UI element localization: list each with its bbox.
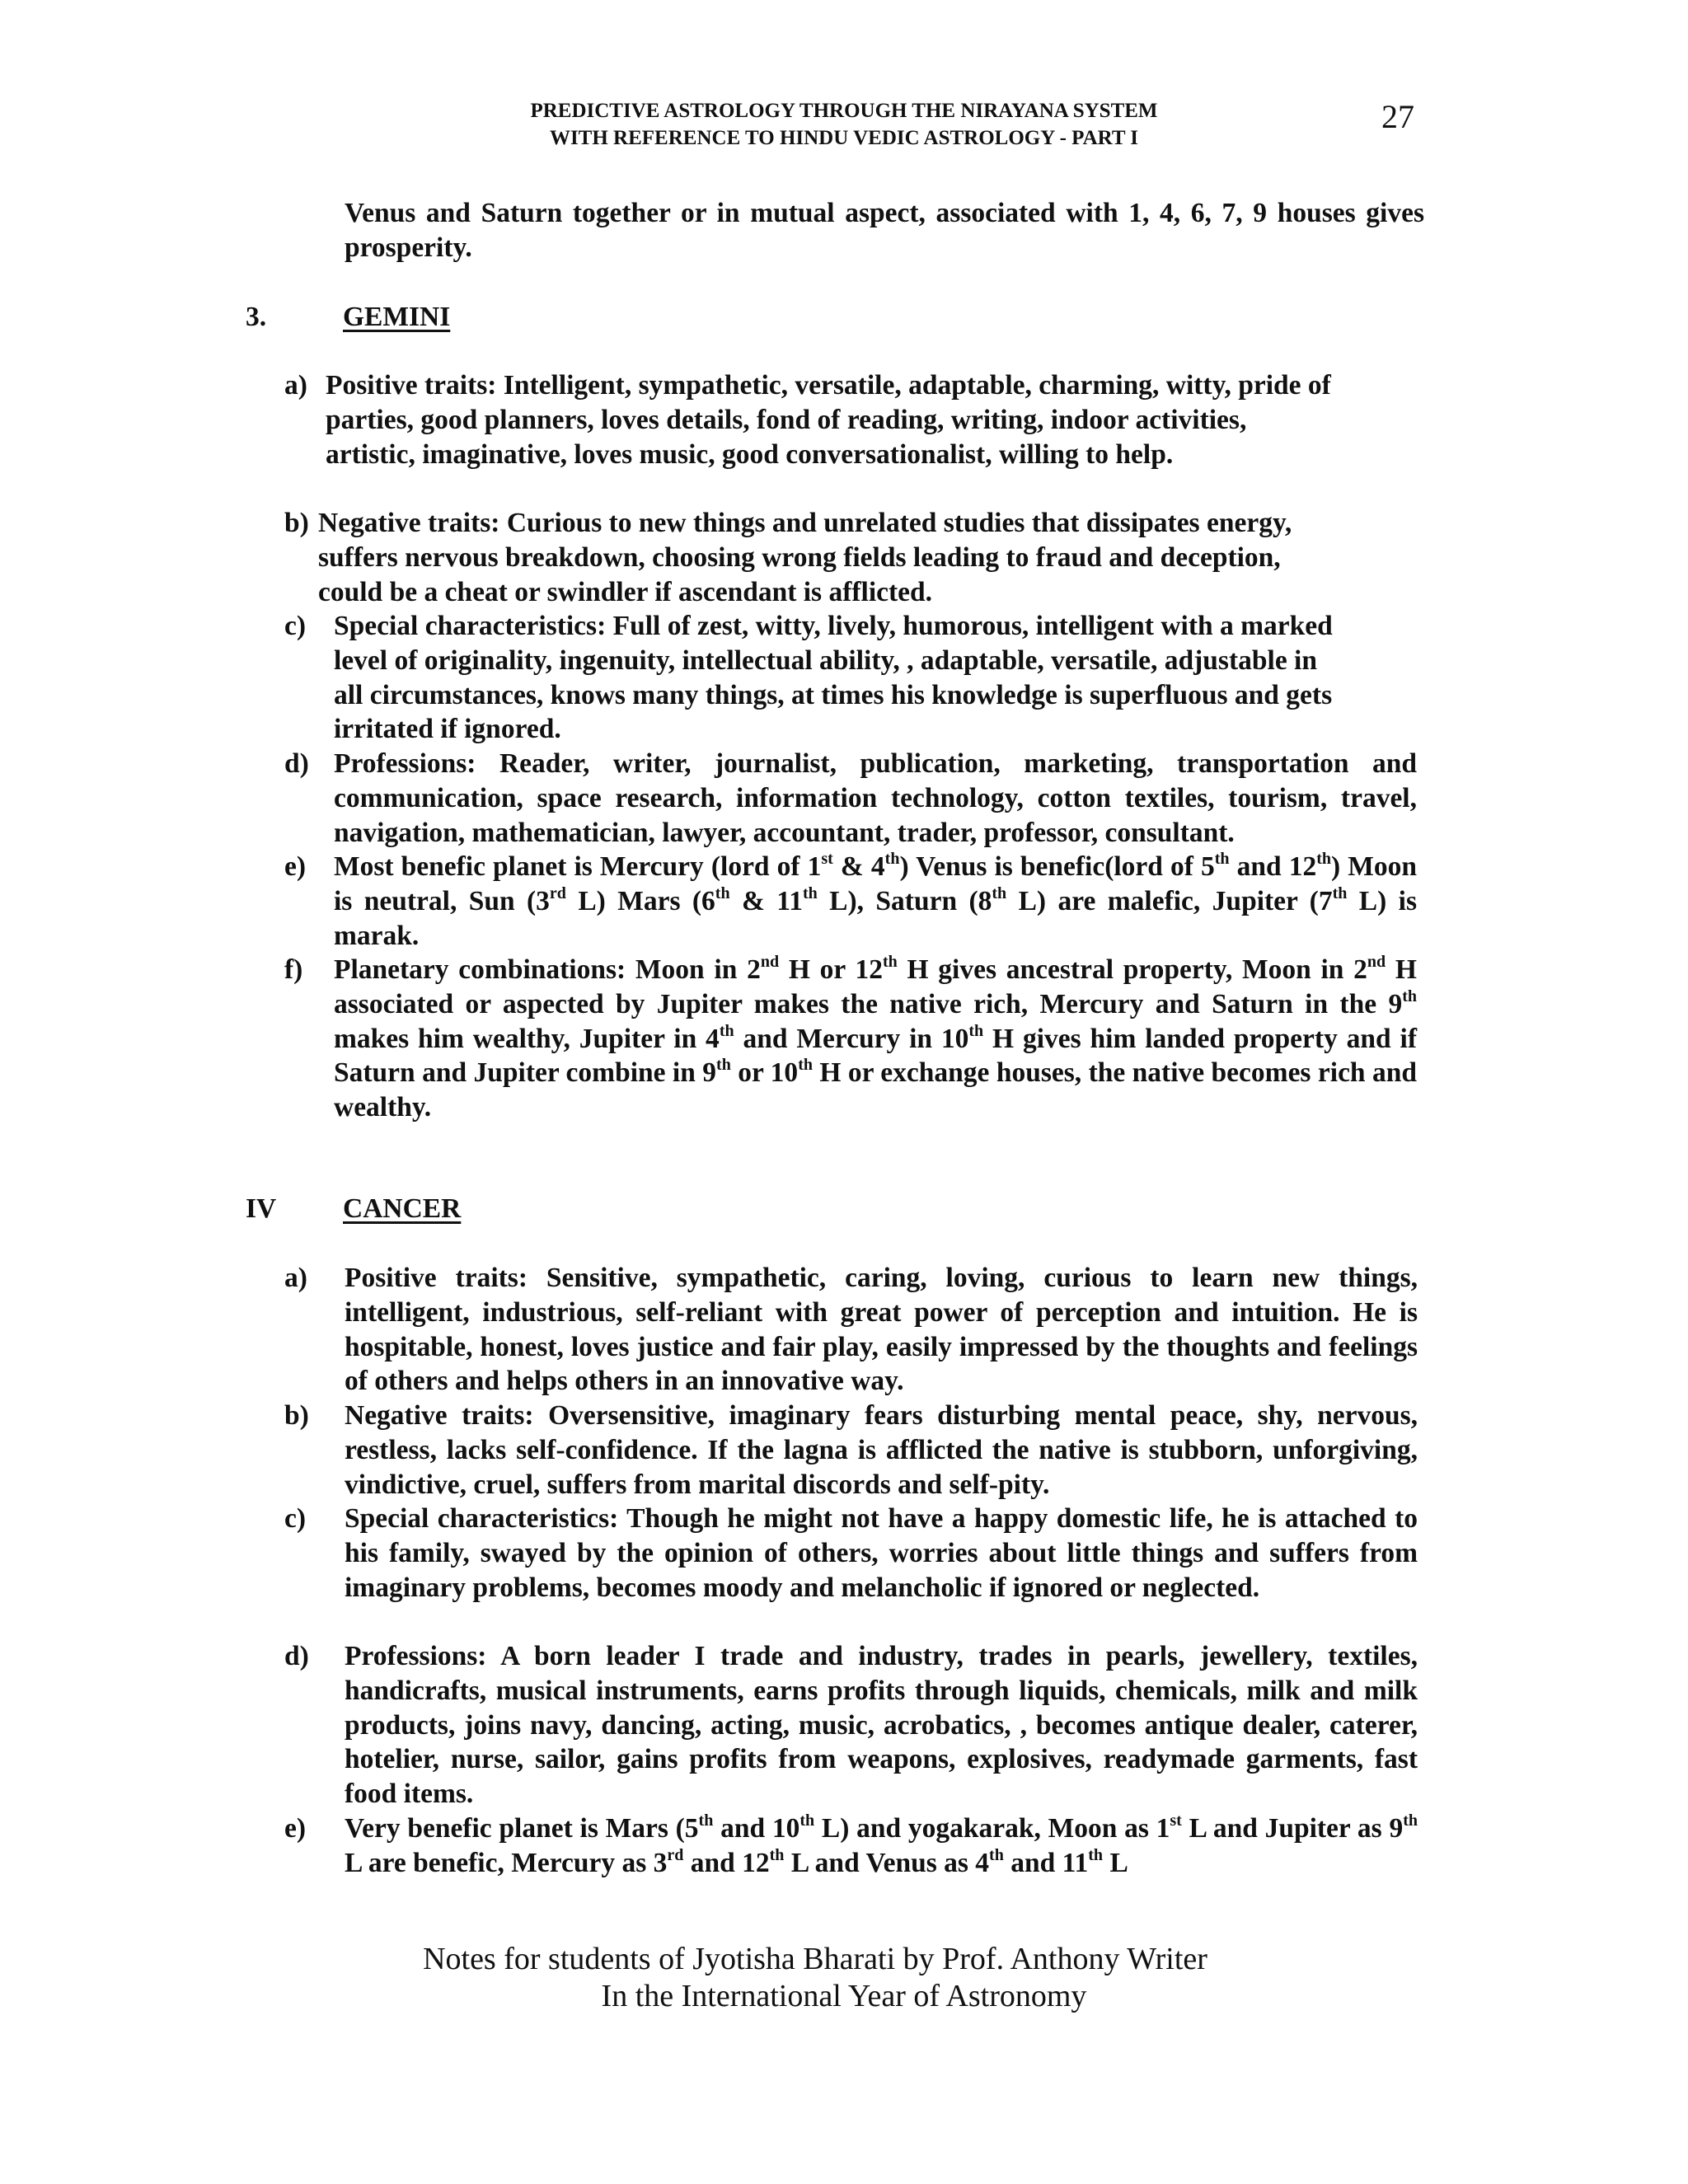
gemini-item-text: Professions: Reader, writer, journalist, publication, marketing, transportation and communication, space research, information technology, cotton textiles, tourism, travel, navigation, mathematician, lawyer, accountant, trader, professor, consultant.: [334, 748, 1417, 848]
gemini-item-label: f): [284, 954, 303, 985]
intro-paragraph: Venus and Saturn together or in mutual aspect, associated with 1, 4, 6, 7, 9 houses gives prosperity.: [345, 198, 1424, 263]
gemini-item-text: Special characteristics: Full of zest, witty, lively, humorous, intelligent with a marked level of originality, ingenuity, intellectual ability, , adaptable, versatile, adjustable in all circumstances, knows many things, at times his knowledge is superfluous and gets irritated if ignored.: [334, 611, 1333, 745]
cancer-item-text: Positive traits: Sensitive, sympathetic, caring, loving, curious to learn new things, intelligent, industrious, self-reliant with great power of perception and intuition. He is hospitable, honest, loves justice and fair play, easily impressed by the thoughts and feelings of others and helps others in an innovative way.: [345, 1263, 1418, 1397]
section-title: CANCER: [343, 1193, 462, 1224]
gemini-item-label: b): [284, 508, 309, 538]
cancer-item-text: Professions: A born leader I trade and industry, trades in pearls, jewellery, textiles, handicrafts, musical instruments, earns profits through liquids, chemicals, milk and milk products, joins navy, dancing, acting, music, acrobatics, , becomes antique dealer, caterer, hotelier, nurse, sailor, gains profits from weapons, explosives, readymade garments, fast food items.: [345, 1641, 1418, 1810]
section-number: IV: [246, 1193, 277, 1224]
cancer-item-label: e): [284, 1813, 307, 1844]
cancer-item-text: Special characteristics: Though he might not have a happy domestic life, he is attached to his family, swayed by the opinion of others, worries about little things and suffers from imaginary problems, becomes moody and melancholic if ignored or neglected.: [345, 1503, 1418, 1603]
cancer-item-label: a): [284, 1263, 307, 1293]
gemini-item-label: c): [284, 611, 307, 641]
footer-line-1: Notes for students of Jyotisha Bharati by Prof. Anthony Writer: [423, 1942, 1207, 1976]
header-line-2: WITH REFERENCE TO HINDU VEDIC ASTROLOGY - PART I: [549, 127, 1139, 149]
cancer-item-text: Very benefic planet is Mars (5th and 10th L) and yogakarak, Moon as 1st L and Jupiter as 9th L are benefic, Mercury as 3rd and 12th L and Venus as 4th and 11th L: [345, 1811, 1418, 1878]
gemini-item-text: Negative traits: Curious to new things and unrelated studies that dissipates energy, suffers nervous breakdown, choosing wrong fields leading to fraud and deception, could be a cheat or swindler if ascendant is afflicted.: [318, 508, 1292, 607]
page-footer: [0, 1941, 1688, 2015]
page-number: 27: [1381, 98, 1414, 135]
cancer-item-text: Negative traits: Oversensitive, imaginary fears disturbing mental peace, shy, nervous, restless, lacks self-confidence. If the lagna is afflicted the native is stubborn, unforgiving, vindictive, cruel, suffers from marital discords and self-pity.: [345, 1400, 1418, 1500]
section-title: GEMINI: [343, 302, 451, 332]
gemini-item-label: a): [284, 370, 307, 401]
gemini-item-text: Most benefic planet is Mercury (lord of 1st & 4th) Venus is benefic(lord of 5th and 12th) Moon is neutral, Sun (3rd L) Mars (6th & 11th L), Saturn (8th L) are malefic, Jupiter (7th L) is marak.: [334, 850, 1418, 951]
running-header: [0, 97, 1688, 152]
header-line-1: PREDICTIVE ASTROLOGY THROUGH THE NIRAYANA SYSTEM: [530, 100, 1158, 122]
section-number: 3.: [246, 302, 267, 332]
gemini-item-label: d): [284, 748, 309, 779]
footer-line-2: In the International Year of Astronomy: [601, 1979, 1087, 2013]
gemini-item-label: e): [284, 851, 307, 882]
cancer-item-label: c): [284, 1503, 307, 1534]
gemini-item-text: Planetary combinations: Moon in 2nd H or 12th H gives ancestral property, Moon in 2nd H associated or aspected by Jupiter makes the native rich, Mercury and Saturn in the 9th makes him wealthy, Jupiter in 4th and Mercury in 10th H gives him landed property and if Saturn and Jupiter combine in 9th or 10th H or exchange houses, the native becomes rich and wealthy.: [334, 953, 1418, 1123]
gemini-item-text: Positive traits: Intelligent, sympathetic, versatile, adaptable, charming, witty, pride of parties, good planners, loves details, fond of reading, writing, indoor activities, artistic, imaginative, loves music, good conversationalist, willing to help.: [326, 370, 1331, 470]
cancer-item-label: b): [284, 1400, 309, 1431]
cancer-item-label: d): [284, 1641, 309, 1671]
